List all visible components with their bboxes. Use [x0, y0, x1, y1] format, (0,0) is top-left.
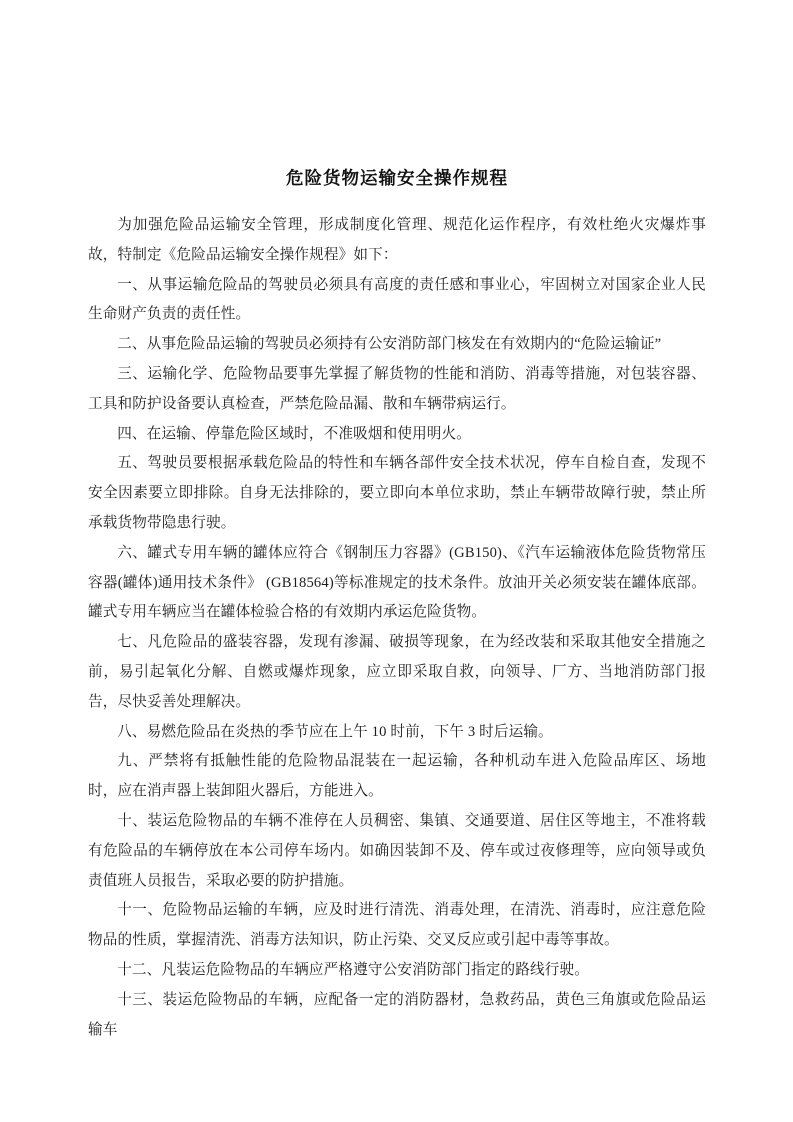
paragraph-item-12: 十二、凡装运危险物品的车辆应严格遵守公安消防部门指定的路线行驶。 — [117, 961, 589, 978]
paragraph-item-6: 六、罐式专用车辆的罐体应符合《钢制压力容器》(GB150)、《汽车运输液体危险货物常压容器(罐体)通用技术条件》 (GB18564)等标准规定的技术条件。放油开关必须安装在罐体底部。罐式专用车辆应当在罐体检验合格的有效期内承运危险货物。 — [88, 544, 706, 621]
paragraph-item-9: 九、严禁将有抵触性能的危险物品混装在一起运输，各种机动车进入危险品库区、场地时，应在消声器上装卸阻火器后，方能进入。 — [88, 753, 706, 800]
paragraph-item-7: 七、凡危险品的盛装容器，发现有渗漏、破损等现象，在为经改装和采取其他安全措施之前，易引起氧化分解、自燃或爆炸现象，应立即采取自救，向领导、厂方、当地消防部门报告，尽快妥善处理解决。 — [88, 634, 706, 710]
paragraph-item-13: 十三、装运危险物品的车辆，应配备一定的消防器材，急救药品，黄色三角旗或危险品运输车 — [88, 991, 706, 1038]
page-content-area — [88, 0, 706, 1045]
document-body — [88, 211, 706, 1045]
paragraph-intro: 为加强危险品运输安全管理，形成制度化管理、规范化运作程序，有效杜绝火灾爆炸事故，特制定《危险品运输安全操作规程》如下： — [88, 217, 706, 263]
page-title: 危险货物运输安全操作规程 — [286, 168, 508, 188]
paragraph-item-5: 五、驾驶员要根据承载危险品的特性和车辆各部件安全技术状况，停车自检自查，发现不安全因素要立即排除。自身无法排除的，要立即向本单位求助，禁止车辆带故障行驶，禁止所承载货物带隐患行驶。 — [88, 455, 706, 531]
paragraph-item-10: 十、装运危险物品的车辆不准停在人员稠密、集镇、交通要道、居住区等地主，不准将载有危险品的车辆停放在本公司停车场内。如确因装卸不及、停车或过夜修理等，应向领导或负责值班人员报告，采取必要的防护措施。 — [88, 812, 706, 889]
paragraph-item-2: 二、从事危险品运输的驾驶员必须持有公安消防部门核发在有效期内的“危险运输证” — [117, 336, 662, 353]
paragraph-item-11: 十一、危险物品运输的车辆，应及时进行清洗、消毒处理，在清洗、消毒时，应注意危险物品的性质，掌握清洗、消毒方法知识，防止污染、交叉反应或引起中毒等事故。 — [88, 902, 706, 949]
paragraph-item-4: 四、在运输、停靠危险区域时，不准吸烟和使用明火。 — [117, 425, 472, 442]
paragraph-item-8: 八、易燃危险品在炎热的季节应在上午 10 时前，下午 3 时后运输。 — [117, 723, 553, 740]
paragraph-item-3: 三、运输化学、危险物品要事先掌握了解货物的性能和消防、消毒等措施，对包装容器、工具和防护设备要认真检查，严禁危险品漏、散和车辆带病运行。 — [88, 365, 706, 412]
paragraph-item-1: 一、从事运输危险品的驾驶员必须具有高度的责任感和事业心，牢固树立对国家企业人民生命财产负责的责任性。 — [88, 276, 706, 323]
